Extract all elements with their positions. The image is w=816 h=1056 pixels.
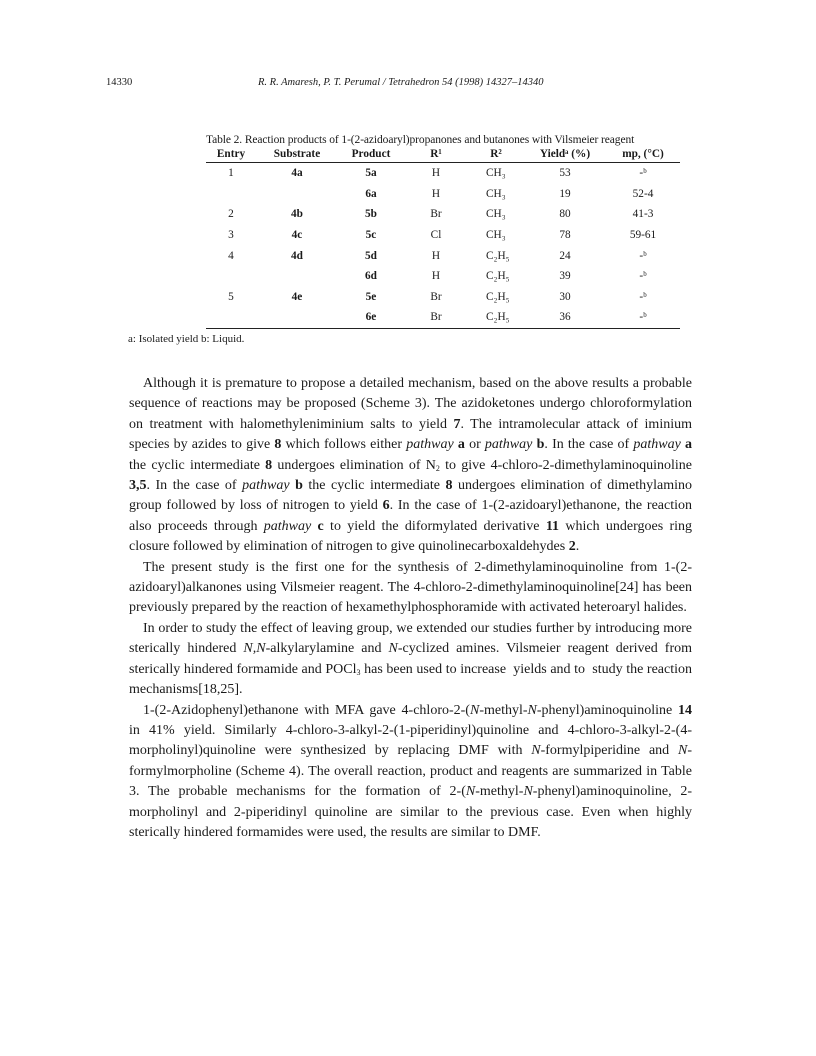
substrate-cell: 4c — [291, 229, 303, 242]
substrate-cell — [256, 266, 338, 287]
yield-cell: 39 — [559, 270, 571, 283]
column-header: R² — [468, 147, 524, 163]
r2-cell: C₂H₅ — [486, 290, 510, 303]
mp-cell: -ᵇ — [639, 290, 647, 303]
r1-cell: H — [431, 249, 441, 262]
substrate-cell — [256, 307, 338, 328]
r1-cell: Br — [430, 290, 442, 303]
column-header: Yieldᵃ (%) — [524, 147, 606, 163]
entry-cell: 4 — [228, 249, 234, 262]
table-row — [206, 184, 680, 205]
paragraph-leaving-group: In order to study the effect of leaving group, we extended our studies further by introducing more sterically hindered N,N-alkylarylamine and N-cyclized amines. Vilsmeier reagent derived from sterically hindered formamide and POCl$_3$ has been used to increase yields and to study the reaction mechanisms[18,25]. — [129, 620, 693, 698]
mp-cell: -ᵇ — [639, 249, 647, 262]
yield-cell: 24 — [559, 249, 571, 262]
entry-cell — [206, 184, 256, 205]
mp-cell: -ᵇ — [606, 307, 680, 328]
product-cell: 5a — [365, 167, 377, 180]
product-cell: 6a — [365, 187, 377, 200]
product-cell: 5e — [365, 290, 377, 303]
yield-cell: 78 — [559, 229, 571, 242]
r1-cell: Cl — [430, 229, 442, 242]
r2-cell: CH₃ — [486, 208, 506, 221]
paragraph-mechanism: Although it is premature to propose a detailed mechanism, based on the above results a probable sequence of reactions may be proposed (Scheme 3). The azidoketones undergo chloroformylation on treatment with halomethyleniminium salts to yield 7. The intramolecular attack of iminium species by azides to give 8 which follows either pathway a or pathway b. In the case of pathway a the cyclic intermediate 8 undergoes elimination of $N_2$ to give 4-chloro-2-dimethylaminoquinoline 3,5. In the case of pathway b the cyclic intermediate 8 undergoes elimination of dimethylamino group followed by loss of nitrogen to yield 6. In the case of 1-(2-azidoaryl)ethanone, the reaction also proceeds through pathway c to yield the diformylated derivative 11 which undergoes ring closure followed by elimination of nitrogen to give quinolinecarboxaldehydes 2. — [129, 376, 693, 555]
product-cell: 5b — [365, 208, 377, 221]
product-cell: 6d — [365, 270, 377, 283]
paragraph-present-study: The present study is the first one for the synthesis of 2-dimethylaminoquinoline from 1-(2-azidoaryl)alkanones using Vilsmeier reagent. The 4-chloro-2-dimethylaminoquinoline[24] has been previously prepared by the reaction of hexamethylphosphoramide with activated heteroaryl halides. — [129, 559, 692, 616]
entry-cell — [206, 307, 256, 328]
product-cell: 6e — [338, 307, 404, 328]
mp-cell: -ᵇ — [639, 270, 647, 283]
column-header: R¹ — [404, 147, 468, 163]
mp-cell: 59-61 — [629, 229, 657, 242]
r1-cell: Br — [430, 208, 442, 221]
r1-cell: H — [431, 167, 441, 180]
r2-cell: CH₃ — [486, 187, 506, 200]
r2-cell: CH₃ — [486, 167, 506, 180]
table-row — [206, 266, 680, 287]
page-number: 14330 — [106, 77, 133, 88]
table-row — [206, 307, 680, 328]
table-row — [206, 163, 680, 184]
yield-cell: 80 — [559, 208, 571, 221]
table-footnote: a: Isolated yield b: Liquid. — [128, 332, 245, 345]
r1-cell: Br — [404, 307, 468, 328]
body-text — [129, 374, 692, 843]
table-row — [206, 225, 680, 246]
entry-cell — [206, 266, 256, 287]
table-header-row — [206, 147, 680, 163]
entry-cell: 5 — [228, 290, 234, 303]
substrate-cell — [256, 184, 338, 205]
product-cell: 5c — [365, 229, 377, 242]
column-header: Product — [338, 147, 404, 163]
running-title: R. R. Amaresh, P. T. Perumal / Tetrahedron 54 (1998) 14327–14340 — [258, 77, 544, 88]
column-header: Substrate — [256, 147, 338, 163]
entry-cell: 2 — [228, 208, 234, 221]
column-header: Entry — [206, 147, 256, 163]
substrate-cell: 4a — [291, 167, 303, 180]
mp-cell: -ᵇ — [639, 167, 647, 180]
substrate-cell: 4b — [291, 208, 303, 221]
yield-cell: 19 — [559, 187, 571, 200]
table-2-block — [128, 134, 702, 345]
entry-cell: 3 — [228, 229, 234, 242]
yield-cell: 36 — [524, 307, 606, 328]
yield-cell: 30 — [559, 290, 571, 303]
substrate-cell: 4e — [291, 290, 303, 303]
r1-cell: H — [431, 270, 441, 283]
table-caption: Table 2. Reaction products of 1-(2-azidoaryl)propanones and butanones with Vilsmeier reagent — [206, 134, 635, 146]
r1-cell: H — [431, 187, 441, 200]
yield-cell: 53 — [559, 167, 571, 180]
entry-cell: 1 — [228, 167, 234, 180]
mp-cell: 41-3 — [632, 208, 654, 221]
r2-cell: C₂H₅ — [486, 249, 510, 262]
table-body — [206, 163, 680, 329]
r2-cell: CH₃ — [486, 229, 506, 242]
substrate-cell: 4d — [291, 249, 303, 262]
column-header: mp, (°C) — [606, 147, 680, 163]
table-row — [206, 245, 680, 266]
r2-cell: C₂H₅ — [468, 307, 524, 328]
mp-cell: 52-4 — [632, 187, 654, 200]
table-row — [206, 204, 680, 225]
product-cell: 5d — [365, 249, 377, 262]
paragraph-mfa: 1-(2-Azidophenyl)ethanone with MFA gave 4-chloro-2-(N-methyl-N-phenyl)aminoquinoline 14 in 41% yield. Similarly 4-chloro-3-alkyl-2-(1-piperidinyl)quinoline and 4-chloro-3-alkyl-2-(4-morpholinyl)quinoline were synthesized by replacing DMF with N-formylpiperidine and N-formylmorpholine (Scheme 4). The overall reaction, product and reagents are summarized in Table 3. The probable mechanisms for the formation of 2-(N-methyl-N-phenyl)aminoquinoline, 2-morpholinyl and 2-piperidinyl quinoline are similar to the previous case. Even when highly sterically hindered formamides were used, the results are similar to DMF. — [129, 702, 693, 840]
reaction-products-table — [206, 147, 680, 329]
table-row — [206, 287, 680, 308]
r2-cell: C₂H₅ — [486, 270, 510, 283]
